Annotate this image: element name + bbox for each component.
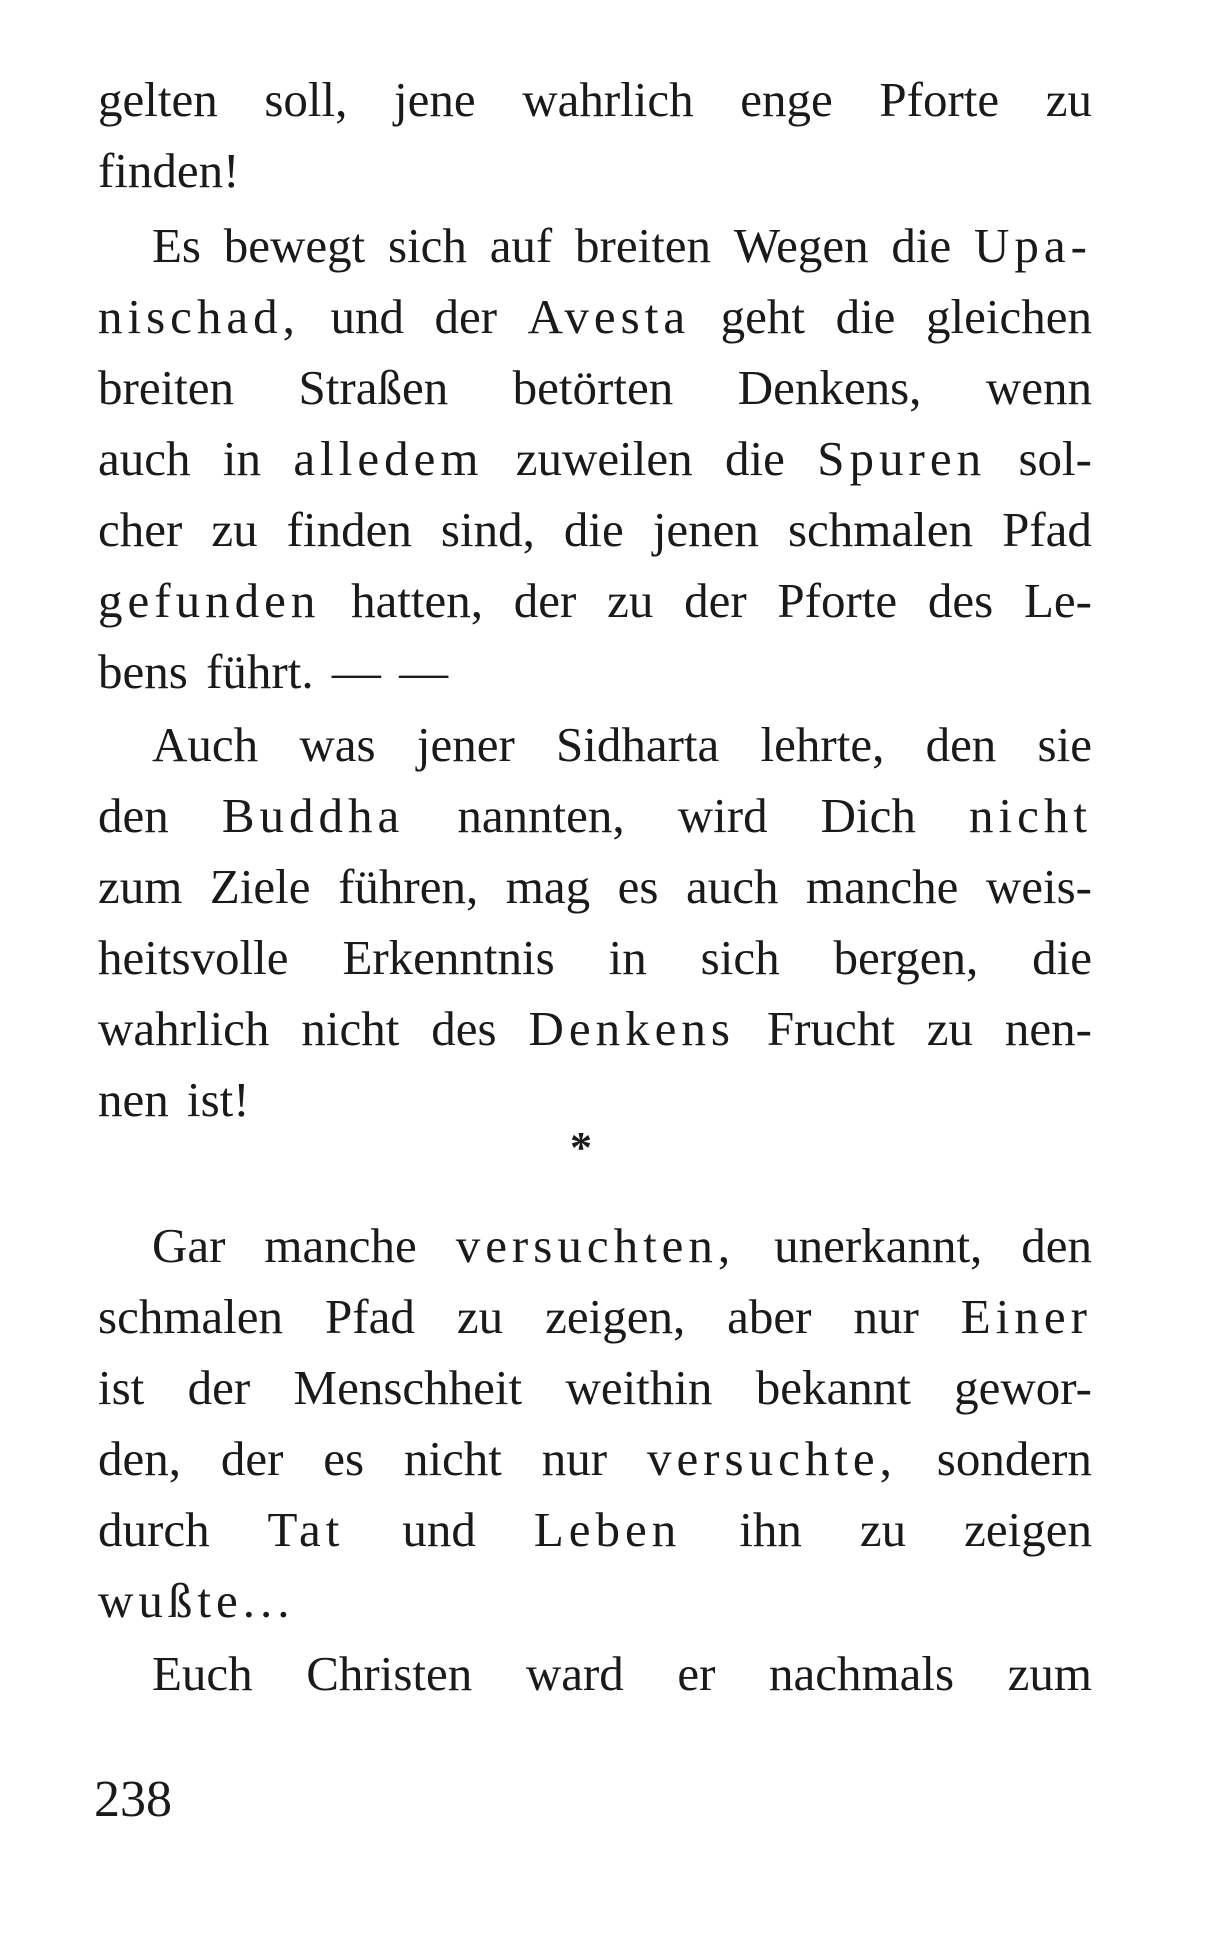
word: nur: [853, 1289, 919, 1344]
word: Straßen: [298, 360, 449, 415]
word: zu: [211, 502, 258, 557]
word: lehrte,: [760, 717, 885, 772]
word: heitsvolle: [98, 930, 289, 985]
word: versuchte,: [646, 1431, 897, 1486]
text-line: [152, 709, 1092, 781]
word: der: [513, 573, 577, 628]
text-line: [98, 494, 1092, 566]
word: soll,: [264, 72, 348, 127]
page-number: 238: [94, 1771, 172, 1828]
word: breiten: [575, 218, 712, 273]
word: in: [222, 431, 261, 486]
word: wahrlich: [522, 72, 694, 127]
word: sondern: [936, 1431, 1092, 1486]
text-line: [98, 1281, 1092, 1353]
word: enge: [740, 72, 833, 127]
word: manche: [805, 859, 959, 914]
word: jener: [416, 717, 515, 772]
text-line: [98, 281, 1092, 353]
word: es: [617, 859, 659, 914]
word: breiten: [98, 360, 235, 415]
word: die: [891, 218, 952, 273]
word: führen,: [338, 859, 479, 914]
word: sind,: [440, 502, 535, 557]
text-line: [98, 922, 1092, 994]
word: bekannt: [755, 1360, 911, 1415]
text-line: [98, 1494, 1092, 1566]
word: sich: [700, 930, 780, 985]
word: sich: [388, 218, 467, 273]
word: und: [330, 289, 404, 344]
word: Pforte: [777, 573, 898, 628]
word: zum: [98, 859, 183, 914]
word: bens: [98, 644, 188, 699]
word: wird: [677, 788, 768, 843]
word: nachmals: [769, 1646, 955, 1701]
word: nur: [541, 1431, 608, 1486]
word: cher: [98, 502, 183, 557]
word: den: [1021, 1218, 1092, 1273]
word: was: [299, 717, 376, 772]
text-line: [98, 1352, 1092, 1424]
text-line: [98, 780, 1092, 852]
word: gelten: [98, 72, 218, 127]
text-line: [98, 1064, 1092, 1136]
word: Sidharta: [556, 717, 720, 772]
word: die: [1032, 930, 1092, 985]
text-line: [98, 352, 1092, 424]
text-line: [98, 851, 1092, 923]
word: Christen: [306, 1646, 473, 1701]
word: mag: [505, 859, 591, 914]
word: hatten,: [351, 573, 484, 628]
word: Denkens,: [737, 360, 922, 415]
word: Pforte: [879, 72, 1000, 127]
word: Gar: [152, 1218, 226, 1273]
word: nischad,: [98, 289, 300, 344]
text-line: [98, 64, 1092, 136]
word: sie: [1037, 717, 1092, 772]
word: gleichen: [925, 289, 1092, 344]
word: des: [431, 1001, 497, 1056]
word: durch: [98, 1502, 210, 1557]
word: nannten,: [457, 788, 625, 843]
word: zu: [926, 1001, 973, 1056]
word: den,: [98, 1431, 181, 1486]
word: zu: [859, 1502, 907, 1557]
text-line: [152, 1210, 1092, 1282]
word: die: [835, 289, 896, 344]
word: Ziele: [209, 859, 311, 914]
word: ihn: [739, 1502, 802, 1557]
word: jene: [394, 72, 476, 127]
word: geht: [720, 289, 806, 344]
word: Pfad: [325, 1289, 415, 1344]
word: zu: [1045, 72, 1092, 127]
word: bergen,: [833, 930, 979, 985]
word: die: [563, 502, 624, 557]
word: Avesta: [527, 289, 691, 344]
word: Le-: [1023, 573, 1092, 628]
word: Erkenntnis: [342, 930, 555, 985]
word: Frucht: [766, 1001, 895, 1056]
section-separator-asterisk: *: [570, 1123, 592, 1172]
word: Auch: [152, 717, 259, 772]
word: unerkannt,: [774, 1218, 983, 1273]
word: auch: [685, 859, 779, 914]
text-line: [152, 210, 1092, 282]
text-line: [152, 1638, 1092, 1710]
word: Wegen: [733, 218, 869, 273]
word: gewor-: [954, 1360, 1092, 1415]
word: —: [331, 644, 381, 699]
word: zuweilen: [515, 431, 693, 486]
word: manche: [264, 1218, 417, 1273]
word: der: [684, 573, 747, 628]
word: jenen: [652, 502, 759, 557]
word: bewegt: [223, 218, 366, 273]
word: gefunden: [98, 573, 321, 628]
text-line: [98, 1565, 1092, 1637]
text-line: [98, 565, 1092, 637]
word: Dich: [820, 788, 916, 843]
word: finden: [286, 502, 412, 557]
word: finden!: [98, 143, 240, 198]
word: der: [434, 289, 498, 344]
word: Einer: [960, 1289, 1092, 1344]
text-line: [98, 993, 1092, 1065]
word: zeigen: [964, 1502, 1092, 1557]
word: schmalen: [787, 502, 974, 557]
word: Spuren: [817, 431, 987, 486]
word: alledem: [293, 431, 484, 486]
word: betörten: [512, 360, 674, 415]
text-line: [98, 135, 1092, 207]
word: ward: [525, 1646, 624, 1701]
text-line: [98, 1423, 1092, 1495]
word: Pfad: [1002, 502, 1092, 557]
word: in: [608, 930, 647, 985]
word: den: [925, 717, 997, 772]
word: zu: [607, 573, 654, 628]
word: Buddha: [221, 788, 405, 843]
word: des: [927, 573, 994, 628]
word: weithin: [565, 1360, 713, 1415]
word: Euch: [152, 1646, 253, 1701]
word: nicht: [301, 1001, 400, 1056]
word: und: [402, 1502, 476, 1557]
word: sol-: [1018, 431, 1092, 486]
word: Es: [152, 218, 201, 273]
word: Denkens: [528, 1001, 735, 1056]
word: der: [187, 1360, 251, 1415]
word: führt.: [206, 644, 314, 699]
word: wußte...: [98, 1573, 295, 1628]
word: Menschheit: [293, 1360, 523, 1415]
word: zum: [1007, 1646, 1092, 1701]
word: —: [399, 644, 449, 699]
word: schmalen: [98, 1289, 284, 1344]
text-line: [98, 423, 1092, 495]
word: nicht: [403, 1431, 502, 1486]
word: auf: [489, 218, 553, 273]
word: es: [323, 1431, 365, 1486]
word: wenn: [985, 360, 1092, 415]
word: zeigen,: [545, 1289, 686, 1344]
word: den: [98, 788, 169, 843]
word: weis-: [985, 859, 1092, 914]
word: Leben: [533, 1502, 682, 1557]
word: zu: [456, 1289, 504, 1344]
word: er: [677, 1646, 716, 1701]
word: nen: [98, 1072, 169, 1127]
word: nicht: [968, 788, 1092, 843]
word: auch: [98, 431, 191, 486]
word: die: [725, 431, 785, 486]
word: Upa-: [974, 218, 1092, 273]
word: aber: [727, 1289, 812, 1344]
word: der: [220, 1431, 284, 1486]
text-line: [98, 636, 1092, 708]
word: wahrlich: [98, 1001, 270, 1056]
word: versuchten,: [455, 1218, 736, 1273]
word: ist!: [187, 1072, 250, 1127]
word: nen-: [1004, 1001, 1092, 1056]
word: Tat: [267, 1502, 345, 1557]
word: ist: [98, 1360, 145, 1415]
